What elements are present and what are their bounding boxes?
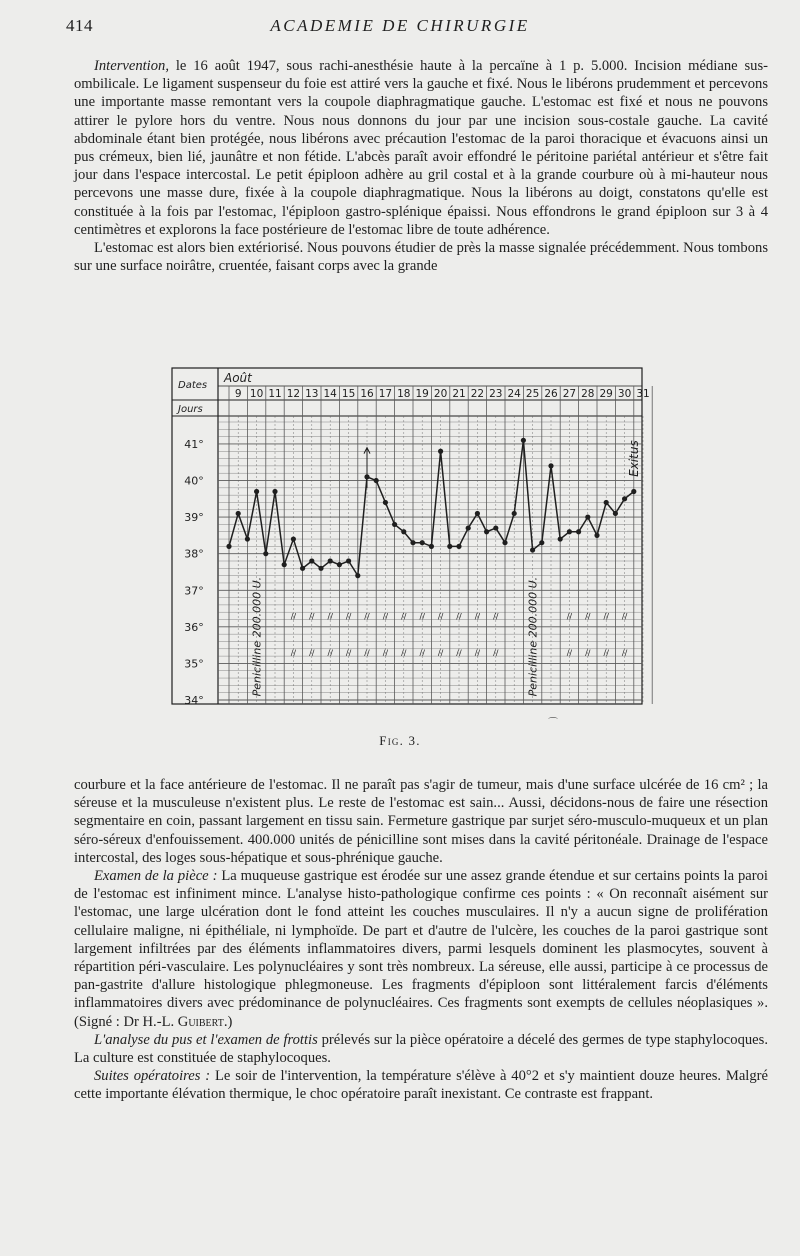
running-head: ACADEMIE DE CHIRURGIE xyxy=(270,16,530,35)
temperature-point xyxy=(493,525,498,530)
intervention-text: le 16 août 1947, sous rachi-anesthésie haute à la percaïne à 1 p. 5.000. Incision médiane sus-ombilicale. Le ligament suspenseur du foie est attiré vers la gauche et fixé. Nous le libérons prudemment et percevons une importante masse remontant vers la coupole diaphragmatique gauche. L'estomac est fixé et nous ne pouvons attirer le pylore hors du ventre. Nous nous donnons du jour par une incision sous-costale gauche. La cavité abdominale étant bien protégée, nous libérons avec précaution l'estomac de la paroi thoracique et évacuons ainsi un pus crémeux, bien lié, jaunâtre et non fétide. L'abcès paraît avoir effondré le péritoine pariétal antérieur et s'être fait jour dans l'espace intercostal. Le petit épiploon adhère au gril costal et à la grande courbure où à mi-hauteur nous percevons une masse dure, fixée à la coupole diaphragmatique. Nous la libérons au doigt, constatons qu'elle est constituée à la fois par l'estomac, l'épiploon gastro-splénique épaissi. Nous effondrons le grand épiploon sur 3 à 4 centimètres et explorons la face postérieure de l'estomac libre de toute adhérence. xyxy=(74,58,768,238)
temperature-point xyxy=(502,540,507,545)
date-label-22: 22 xyxy=(470,388,485,400)
date-label-26: 26 xyxy=(544,388,558,400)
figure-caption: Fig. 3. xyxy=(379,733,421,748)
date-label-15: 15 xyxy=(341,388,356,400)
temperature-point xyxy=(226,544,231,549)
ditto-mark: // xyxy=(345,648,352,658)
ditto-mark: // xyxy=(327,611,333,621)
signature-prefix: Dr H.-L. xyxy=(123,1013,178,1030)
ditto-mark: // xyxy=(345,611,352,621)
temperature-point xyxy=(456,544,461,549)
date-label-9: 9 xyxy=(234,388,242,400)
penicillin-annotation: Penicilline 200.000 U. xyxy=(250,576,264,697)
temperature-point xyxy=(429,544,434,549)
bottom-text-block xyxy=(74,776,768,1104)
temperature-point xyxy=(328,558,333,563)
ditto-mark: // xyxy=(382,648,389,658)
temperature-point xyxy=(447,544,452,549)
temperature-point xyxy=(512,511,517,516)
ditto-mark: // xyxy=(419,648,425,658)
temperature-point xyxy=(530,547,535,552)
temperature-point xyxy=(245,536,250,541)
y-tick-38: 38° xyxy=(184,547,204,561)
temperature-point xyxy=(622,496,627,501)
page-number: 414 xyxy=(66,16,93,35)
ditto-mark: // xyxy=(327,648,333,658)
temperature-point xyxy=(410,540,415,545)
ditto-mark: // xyxy=(566,648,573,658)
analyse-label: L'analyse du pus et l'examen de frottis xyxy=(94,1031,318,1048)
temperature-point xyxy=(466,525,471,530)
paragraph-estomac: L'estomac est alors bien extériorisé. Nous pouvons étudier de près la masse signalée précédemment. Nous tombons sur une surface noirâtre, cruentée, faisant corps avec la grande xyxy=(74,240,768,275)
temperature-point xyxy=(475,511,480,516)
date-label-27: 27 xyxy=(562,388,577,400)
date-label-10: 10 xyxy=(249,388,264,400)
ditto-mark: // xyxy=(621,611,628,621)
paragraph-intervention xyxy=(74,57,768,239)
exitus-annotation: Exitus xyxy=(626,440,641,477)
temperature-point xyxy=(539,540,544,545)
date-label-28: 28 xyxy=(581,388,595,400)
temperature-point xyxy=(567,529,572,534)
paragraph-analyse xyxy=(74,1031,768,1067)
ditto-mark: // xyxy=(474,611,481,621)
ditto-mark: // xyxy=(309,648,315,658)
date-label-20: 20 xyxy=(433,388,448,400)
y-tick-34: 34° xyxy=(184,694,204,707)
date-label-17: 17 xyxy=(378,388,393,400)
ditto-mark: // xyxy=(474,648,481,658)
ditto-mark: // xyxy=(364,648,370,658)
date-label-18: 18 xyxy=(397,388,411,400)
examen-text: La muqueuse gastrique est érodée sur une assez grande étendue et sur certains points la paroi de l'estomac est infiniment mince. L'analyse histo-pathologique confirme ces points : « On reconnaît aisément sur l'estomac, une large ulcération dont le fond atteint les couches musculaires. Il n'y a aucun signe de prolifération cellulaire maligne, ni épithéliale, ni lymphoïde. De part et d'autre de l'ulcère, les couches de la paroi gastrique sont largement infiltrées par des éléments inflammatoires divers, parmi lesquels dominent les plasmocytes, souvent à répartition péri-vasculaire. Les polynucléaires y sont très nombreux. La séreuse, elle aussi, participe à ce processus de pan-gastrite d'allure histologique phlegmoneuse. Les fragments d'épiploon sont littéralement farcis d'éléments inflammatoires divers avec prédominance de polynucléaires. Ces fragments sont exempts de cellules néoplasiques ». (Signé : xyxy=(74,868,768,1030)
date-label-16: 16 xyxy=(360,388,374,400)
ditto-mark: // xyxy=(290,648,297,658)
date-label-23: 23 xyxy=(489,388,503,400)
date-label-14: 14 xyxy=(323,388,337,400)
examen-label: Examen de la pièce : xyxy=(94,868,218,885)
date-label-13: 13 xyxy=(305,388,319,400)
temperature-point xyxy=(484,529,489,534)
temperature-point xyxy=(613,511,618,516)
temperature-point xyxy=(585,515,590,520)
y-tick-41: 41° xyxy=(184,437,204,451)
temperature-point xyxy=(548,463,553,468)
temperature-point xyxy=(318,566,323,571)
ditto-mark: // xyxy=(456,611,462,621)
month-label: Août xyxy=(224,371,252,385)
temperature-point xyxy=(263,551,268,556)
top-text-block xyxy=(74,57,768,275)
temperature-point xyxy=(364,474,369,479)
ditto-mark: // xyxy=(382,611,389,621)
ditto-mark: // xyxy=(419,611,425,621)
paragraph-courbure: courbure et la face antérieure de l'estomac. Il ne paraît pas s'agir de tumeur, mais d'une surface ulcérée de 16 cm² ; la séreuse et la musculeuse n'existent plus. Le reste de l'estomac est sain... Aussi, décidons-nous de faire une résection segmentaire en coin, passant largement en tissu sain. Fermeture gastrique par surjet séro-musculo-muqueux et un plan séro-séreux d'enfouissement. 400.000 unités de pénicilline sont mises dans la cavité péritonéale. Drainage de l'espace intercostal, des loges sous-hépatique et sous-phrénique gauche. xyxy=(74,777,768,866)
y-tick-37: 37° xyxy=(184,584,204,598)
temperature-point xyxy=(558,536,563,541)
temperature-point xyxy=(337,562,342,567)
y-tick-36: 36° xyxy=(184,620,204,634)
temperature-point xyxy=(374,478,379,483)
suites-label: Suites opératoires : xyxy=(94,1068,211,1085)
ditto-mark: // xyxy=(493,611,499,621)
dates-header-label: Dates xyxy=(178,380,208,391)
temperature-point xyxy=(236,511,241,516)
date-label-12: 12 xyxy=(286,388,301,400)
date-label-25: 25 xyxy=(525,388,540,400)
paragraph-examen xyxy=(74,867,768,1031)
temperature-point xyxy=(291,536,296,541)
date-label-30: 30 xyxy=(617,388,632,400)
date-label-11: 11 xyxy=(268,388,282,400)
temperature-point xyxy=(594,533,599,538)
scan-mark: ⌒ xyxy=(548,718,558,729)
temperature-point xyxy=(309,558,314,563)
temperature-point xyxy=(254,489,259,494)
temperature-point xyxy=(383,500,388,505)
temperature-chart-svg xyxy=(170,364,650,707)
temperature-point xyxy=(438,449,443,454)
ditto-mark: // xyxy=(456,648,462,658)
temperature-point xyxy=(576,529,581,534)
ditto-mark: // xyxy=(621,648,628,658)
temperature-point xyxy=(420,540,425,545)
ditto-mark: // xyxy=(309,611,315,621)
analyse-text: prélevés sur la pièce opératoire a décelé des germes de type staphylocoques. La culture est constituée de staphylocoques. xyxy=(74,1031,768,1067)
ditto-mark: // xyxy=(401,648,407,658)
temperature-point xyxy=(401,529,406,534)
penicillin-annotation: Penicilline 200.000 U. xyxy=(526,576,540,697)
ditto-mark: // xyxy=(603,648,609,658)
temperature-point xyxy=(521,438,526,443)
suites-text: Le soir de l'intervention, la température s'élève à 40°2 et s'y maintient douze heures. Malgré cette importante élévation thermique, le choc opératoire paraît inexistant. Ce contraste est frappant. xyxy=(74,1068,768,1103)
ditto-mark: // xyxy=(290,611,297,621)
ditto-mark: // xyxy=(437,648,444,658)
y-tick-35: 35° xyxy=(184,657,204,671)
date-label-21: 21 xyxy=(452,388,466,400)
temperature-point xyxy=(300,566,305,571)
ditto-mark: // xyxy=(566,611,573,621)
temperature-point xyxy=(282,562,287,567)
y-tick-40: 40° xyxy=(184,474,204,488)
temperature-point xyxy=(392,522,397,527)
paragraph-suites xyxy=(74,1067,768,1103)
signature-name: Guibert xyxy=(177,1013,224,1030)
ditto-mark: // xyxy=(603,611,609,621)
temperature-point xyxy=(355,573,360,578)
intervention-label: Intervention, xyxy=(94,58,169,74)
date-label-29: 29 xyxy=(599,388,613,400)
date-label-19: 19 xyxy=(415,388,429,400)
ditto-mark: // xyxy=(585,648,591,658)
jours-header-label: Jours xyxy=(178,404,203,415)
ditto-mark: // xyxy=(585,611,591,621)
ditto-mark: // xyxy=(364,611,370,621)
ditto-mark: // xyxy=(401,611,407,621)
temperature-point xyxy=(272,489,277,494)
ditto-mark: // xyxy=(493,648,499,658)
y-tick-39: 39° xyxy=(184,511,204,525)
signature-suffix: .) xyxy=(223,1013,233,1030)
ditto-mark: // xyxy=(437,611,444,621)
temperature-point xyxy=(631,489,636,494)
temperature-point xyxy=(604,500,609,505)
date-label-31: 31 xyxy=(636,388,650,400)
temperature-chart xyxy=(170,364,650,707)
date-label-24: 24 xyxy=(507,388,521,400)
temperature-point xyxy=(346,558,351,563)
